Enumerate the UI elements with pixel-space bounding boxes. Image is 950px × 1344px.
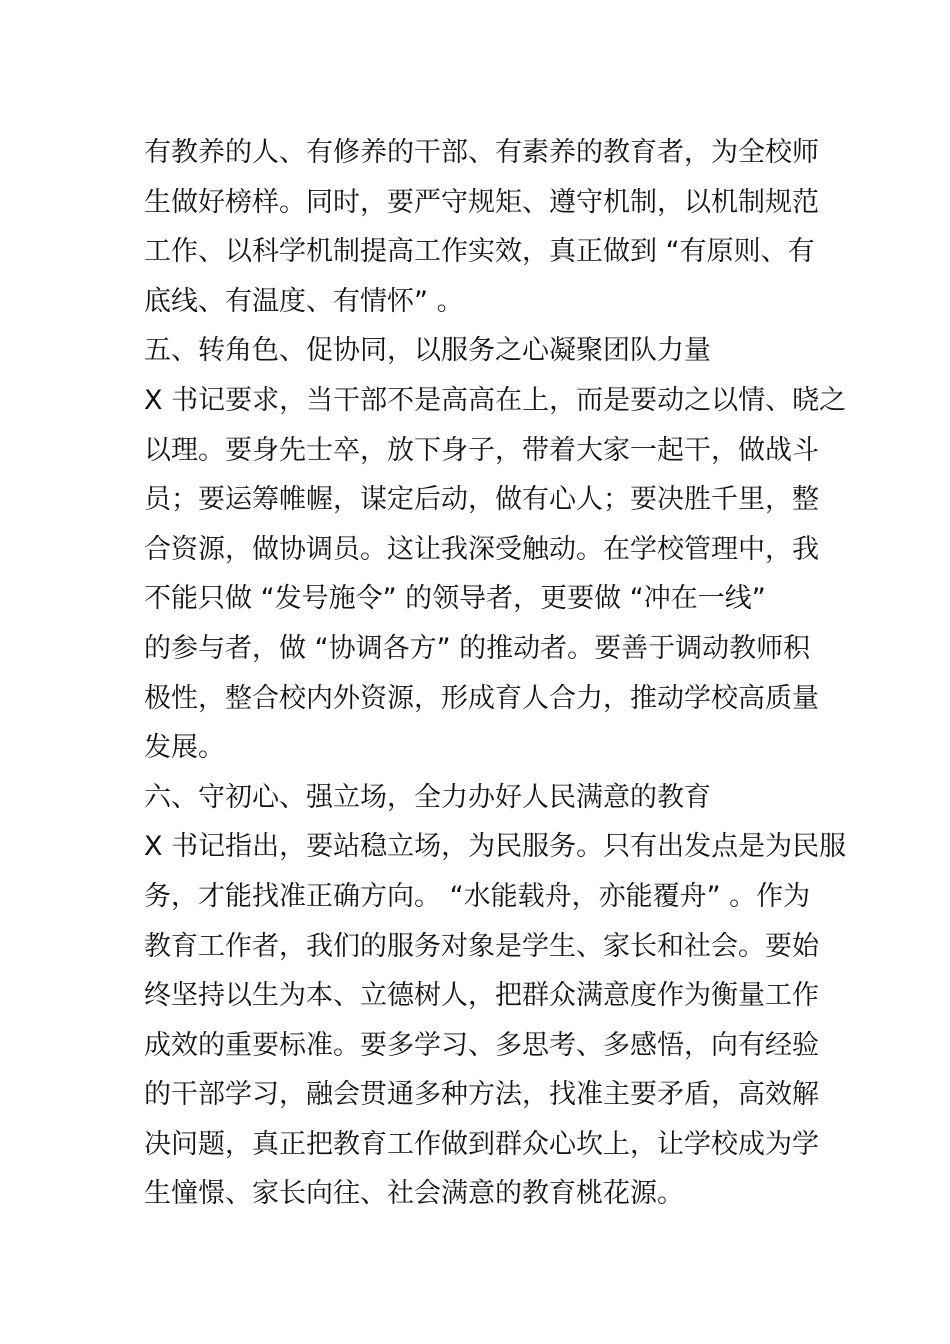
- body-line: X 书记要求，当干部不是高高在上，而是要动之以情、晓之: [144, 384, 847, 416]
- body-line: 发展。: [144, 732, 225, 764]
- body-line: 终坚持以生为本、立德树人，把群众满意度作为衡量工作: [144, 980, 819, 1012]
- body-line: 的干部学习，融会贯通多种方法，找准主要矛盾，高效解: [144, 1079, 819, 1111]
- body-line: 不能只做 “发号施令” 的领导者，更要做 “冲在一线”: [144, 583, 766, 615]
- body-line: 底线、有温度、有情怀” 。: [144, 285, 464, 317]
- section-heading-5: 五、转角色、促协同，以服务之心凝聚团队力量: [144, 335, 711, 367]
- body-line: 极性，整合校内外资源，形成育人合力，推动学校高质量: [144, 682, 819, 714]
- body-line: 生憧憬、家长向往、社会满意的教育桃花源。: [144, 1178, 684, 1210]
- body-line: 合资源，做协调员。这让我深受触动。在学校管理中，我: [144, 533, 819, 565]
- section-heading-6: 六、守初心、强立场，全力办好人民满意的教育: [144, 781, 711, 813]
- body-line: 以理。要身先士卒，放下身子，带着大家一起干，做战斗: [144, 434, 819, 466]
- body-line: X 书记指出，要站稳立场，为民服务。只有出发点是为民服: [144, 831, 847, 863]
- body-line: 工作、以科学机制提高工作实效，真正做到 “有原则、有: [144, 236, 815, 268]
- body-line: 务，才能找准正确方向。 “水能载舟，亦能覆舟” 。作为: [144, 880, 811, 912]
- document-body: [144, 128, 847, 1219]
- body-line: 员；要运筹帷幄，谋定后动，做有心人；要决胜千里，整: [144, 484, 819, 516]
- body-line: 生做好榜样。同时，要严守规矩、遵守机制，以机制规范: [144, 186, 819, 218]
- body-line: 决问题，真正把教育工作做到群众心坎上，让学校成为学: [144, 1128, 819, 1160]
- body-line: 有教养的人、有修养的干部、有素养的教育者，为全校师: [144, 137, 819, 168]
- body-line: 成效的重要标准。要多学习、多思考、多感悟，向有经验: [144, 1029, 819, 1061]
- body-line: 教育工作者，我们的服务对象是学生、家长和社会。要始: [144, 930, 819, 962]
- body-line: 的参与者，做 “协调各方” 的推动者。要善于调动教师积: [144, 632, 811, 664]
